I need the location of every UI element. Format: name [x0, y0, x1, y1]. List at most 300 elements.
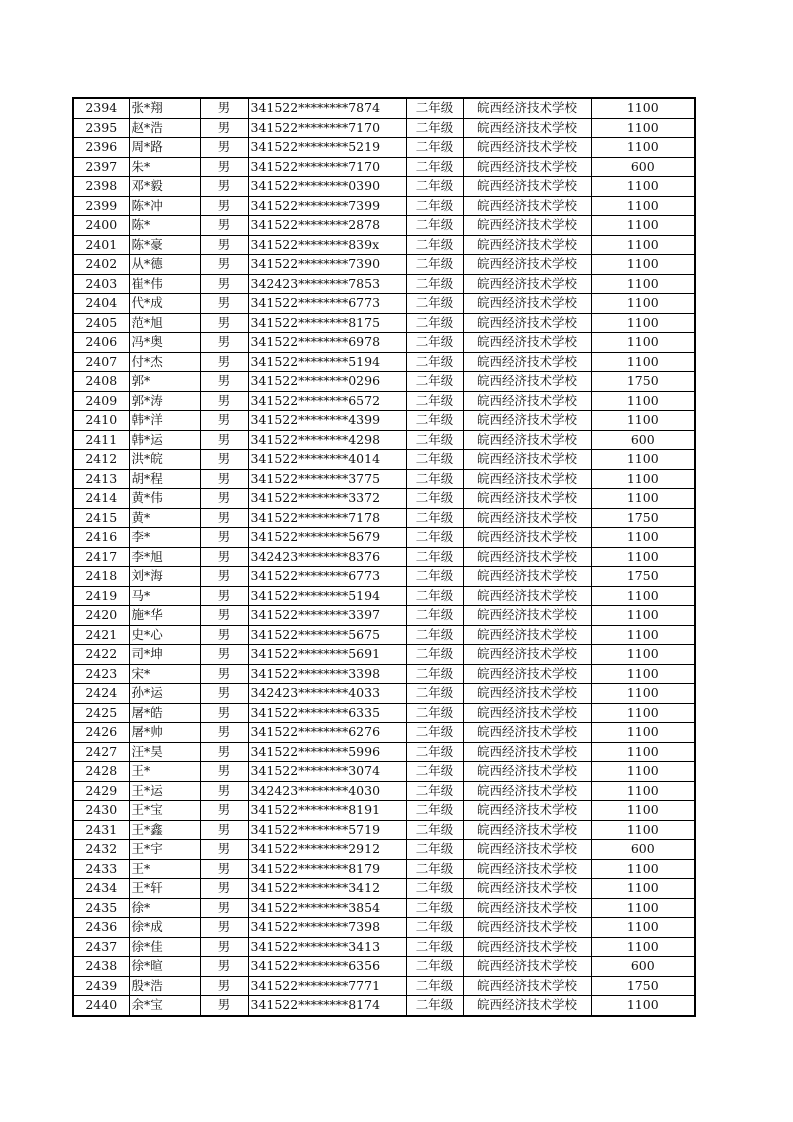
amount-cell: 600 — [591, 430, 695, 450]
id-number-cell: 341522********4399 — [248, 411, 406, 431]
grade-cell: 二年级 — [406, 918, 463, 938]
gender-cell: 男 — [200, 469, 248, 489]
school-cell: 皖西经济技术学校 — [463, 625, 591, 645]
school-cell: 皖西经济技术学校 — [463, 196, 591, 216]
id-number-cell: 341522********6356 — [248, 957, 406, 977]
gender-cell: 男 — [200, 567, 248, 587]
table-row — [73, 996, 695, 1016]
gender-cell: 男 — [200, 976, 248, 996]
gender-cell: 男 — [200, 606, 248, 626]
row-number-cell: 2431 — [73, 820, 129, 840]
gender-cell: 男 — [200, 957, 248, 977]
row-number-cell: 2425 — [73, 703, 129, 723]
table-row — [73, 391, 695, 411]
grade-cell: 二年级 — [406, 372, 463, 392]
amount-cell: 1100 — [591, 781, 695, 801]
row-number-cell: 2412 — [73, 450, 129, 470]
id-number-cell: 341522********5996 — [248, 742, 406, 762]
amount-cell: 1100 — [591, 859, 695, 879]
school-cell: 皖西经济技术学校 — [463, 664, 591, 684]
row-number-cell: 2418 — [73, 567, 129, 587]
gender-cell: 男 — [200, 352, 248, 372]
row-number-cell: 2420 — [73, 606, 129, 626]
id-number-cell: 341522********5691 — [248, 645, 406, 665]
id-number-cell: 341522********4298 — [248, 430, 406, 450]
table-row — [73, 294, 695, 314]
id-number-cell: 341522********839x — [248, 235, 406, 255]
school-cell: 皖西经济技术学校 — [463, 450, 591, 470]
table-row — [73, 411, 695, 431]
table-row — [73, 118, 695, 138]
row-number-cell: 2394 — [73, 98, 129, 118]
school-cell: 皖西经济技术学校 — [463, 879, 591, 899]
student-name-cell: 赵*浩 — [129, 118, 200, 138]
row-number-cell: 2427 — [73, 742, 129, 762]
grade-cell: 二年级 — [406, 489, 463, 509]
student-name-cell: 胡*程 — [129, 469, 200, 489]
amount-cell: 1100 — [591, 742, 695, 762]
id-number-cell: 341522********5675 — [248, 625, 406, 645]
student-name-cell: 王* — [129, 762, 200, 782]
school-cell: 皖西经济技术学校 — [463, 996, 591, 1016]
student-name-cell: 从*德 — [129, 255, 200, 275]
student-subsidy-table — [72, 97, 696, 1017]
school-cell: 皖西经济技术学校 — [463, 606, 591, 626]
id-number-cell: 341522********2878 — [248, 216, 406, 236]
school-cell: 皖西经济技术学校 — [463, 684, 591, 704]
row-number-cell: 2409 — [73, 391, 129, 411]
table-row — [73, 976, 695, 996]
table-row — [73, 801, 695, 821]
amount-cell: 1100 — [591, 898, 695, 918]
id-number-cell: 341522********8191 — [248, 801, 406, 821]
grade-cell: 二年级 — [406, 430, 463, 450]
student-name-cell: 刘*海 — [129, 567, 200, 587]
id-number-cell: 342423********7853 — [248, 274, 406, 294]
grade-cell: 二年级 — [406, 216, 463, 236]
student-name-cell: 付*杰 — [129, 352, 200, 372]
row-number-cell: 2437 — [73, 937, 129, 957]
student-name-cell: 陈* — [129, 216, 200, 236]
student-name-cell: 徐*暄 — [129, 957, 200, 977]
id-number-cell: 341522********7398 — [248, 918, 406, 938]
gender-cell: 男 — [200, 391, 248, 411]
grade-cell: 二年级 — [406, 937, 463, 957]
row-number-cell: 2426 — [73, 723, 129, 743]
gender-cell: 男 — [200, 216, 248, 236]
id-number-cell: 341522********5679 — [248, 528, 406, 548]
grade-cell: 二年级 — [406, 196, 463, 216]
id-number-cell: 341522********6773 — [248, 294, 406, 314]
student-name-cell: 王*宝 — [129, 801, 200, 821]
table-row — [73, 469, 695, 489]
school-cell: 皖西经济技术学校 — [463, 372, 591, 392]
school-cell: 皖西经济技术学校 — [463, 898, 591, 918]
id-number-cell: 341522********3413 — [248, 937, 406, 957]
amount-cell: 1100 — [591, 118, 695, 138]
school-cell: 皖西经济技术学校 — [463, 313, 591, 333]
row-number-cell: 2434 — [73, 879, 129, 899]
table-row — [73, 372, 695, 392]
gender-cell: 男 — [200, 372, 248, 392]
gender-cell: 男 — [200, 996, 248, 1016]
school-cell: 皖西经济技术学校 — [463, 645, 591, 665]
student-name-cell: 范*旭 — [129, 313, 200, 333]
school-cell: 皖西经济技术学校 — [463, 781, 591, 801]
student-name-cell: 徐*佳 — [129, 937, 200, 957]
school-cell: 皖西经济技术学校 — [463, 294, 591, 314]
grade-cell: 二年级 — [406, 664, 463, 684]
gender-cell: 男 — [200, 898, 248, 918]
id-number-cell: 341522********5194 — [248, 352, 406, 372]
row-number-cell: 2419 — [73, 586, 129, 606]
school-cell: 皖西经济技术学校 — [463, 118, 591, 138]
table-row — [73, 489, 695, 509]
gender-cell: 男 — [200, 762, 248, 782]
id-number-cell: 341522********3412 — [248, 879, 406, 899]
row-number-cell: 2415 — [73, 508, 129, 528]
table-row — [73, 196, 695, 216]
id-number-cell: 341522********3775 — [248, 469, 406, 489]
gender-cell: 男 — [200, 664, 248, 684]
row-number-cell: 2416 — [73, 528, 129, 548]
amount-cell: 1100 — [591, 996, 695, 1016]
gender-cell: 男 — [200, 859, 248, 879]
amount-cell: 1100 — [591, 703, 695, 723]
school-cell: 皖西经济技术学校 — [463, 489, 591, 509]
table-row — [73, 138, 695, 158]
amount-cell: 1100 — [591, 918, 695, 938]
grade-cell: 二年级 — [406, 625, 463, 645]
grade-cell: 二年级 — [406, 235, 463, 255]
gender-cell: 男 — [200, 157, 248, 177]
row-number-cell: 2440 — [73, 996, 129, 1016]
amount-cell: 1750 — [591, 976, 695, 996]
row-number-cell: 2404 — [73, 294, 129, 314]
grade-cell: 二年级 — [406, 508, 463, 528]
id-number-cell: 341522********7178 — [248, 508, 406, 528]
gender-cell: 男 — [200, 781, 248, 801]
school-cell: 皖西经济技术学校 — [463, 762, 591, 782]
amount-cell: 1100 — [591, 313, 695, 333]
table-row — [73, 450, 695, 470]
id-number-cell: 341522********5219 — [248, 138, 406, 158]
gender-cell: 男 — [200, 840, 248, 860]
school-cell: 皖西经济技术学校 — [463, 430, 591, 450]
amount-cell: 1100 — [591, 606, 695, 626]
student-name-cell: 朱* — [129, 157, 200, 177]
school-cell: 皖西经济技术学校 — [463, 586, 591, 606]
id-number-cell: 341522********8174 — [248, 996, 406, 1016]
amount-cell: 1100 — [591, 333, 695, 353]
grade-cell: 二年级 — [406, 859, 463, 879]
student-name-cell: 韩*运 — [129, 430, 200, 450]
row-number-cell: 2438 — [73, 957, 129, 977]
amount-cell: 1100 — [591, 528, 695, 548]
amount-cell: 1100 — [591, 274, 695, 294]
student-name-cell: 孙*运 — [129, 684, 200, 704]
table-row — [73, 586, 695, 606]
student-name-cell: 张*翔 — [129, 98, 200, 118]
row-number-cell: 2396 — [73, 138, 129, 158]
school-cell: 皖西经济技术学校 — [463, 98, 591, 118]
student-name-cell: 郭* — [129, 372, 200, 392]
amount-cell: 1750 — [591, 372, 695, 392]
school-cell: 皖西经济技术学校 — [463, 157, 591, 177]
table-row — [73, 255, 695, 275]
grade-cell: 二年级 — [406, 723, 463, 743]
student-name-cell: 黄* — [129, 508, 200, 528]
student-name-cell: 洪*皖 — [129, 450, 200, 470]
id-number-cell: 341522********5719 — [248, 820, 406, 840]
table-row — [73, 625, 695, 645]
table-row — [73, 333, 695, 353]
gender-cell: 男 — [200, 528, 248, 548]
school-cell: 皖西经济技术学校 — [463, 703, 591, 723]
grade-cell: 二年级 — [406, 976, 463, 996]
amount-cell: 1100 — [591, 177, 695, 197]
amount-cell: 1100 — [591, 762, 695, 782]
grade-cell: 二年级 — [406, 118, 463, 138]
school-cell: 皖西经济技术学校 — [463, 508, 591, 528]
row-number-cell: 2401 — [73, 235, 129, 255]
row-number-cell: 2407 — [73, 352, 129, 372]
grade-cell: 二年级 — [406, 528, 463, 548]
school-cell: 皖西经济技术学校 — [463, 547, 591, 567]
grade-cell: 二年级 — [406, 820, 463, 840]
row-number-cell: 2432 — [73, 840, 129, 860]
student-name-cell: 徐*成 — [129, 918, 200, 938]
gender-cell: 男 — [200, 489, 248, 509]
id-number-cell: 341522********7399 — [248, 196, 406, 216]
student-name-cell: 李* — [129, 528, 200, 548]
row-number-cell: 2422 — [73, 645, 129, 665]
table-row — [73, 684, 695, 704]
school-cell: 皖西经济技术学校 — [463, 528, 591, 548]
amount-cell: 1100 — [591, 352, 695, 372]
gender-cell: 男 — [200, 586, 248, 606]
grade-cell: 二年级 — [406, 313, 463, 333]
row-number-cell: 2433 — [73, 859, 129, 879]
student-name-cell: 崔*伟 — [129, 274, 200, 294]
grade-cell: 二年级 — [406, 781, 463, 801]
amount-cell: 1100 — [591, 196, 695, 216]
table-row — [73, 840, 695, 860]
table-row — [73, 645, 695, 665]
id-number-cell: 341522********7170 — [248, 157, 406, 177]
student-name-cell: 郭*涛 — [129, 391, 200, 411]
amount-cell: 600 — [591, 157, 695, 177]
school-cell: 皖西经济技术学校 — [463, 859, 591, 879]
grade-cell: 二年级 — [406, 684, 463, 704]
row-number-cell: 2405 — [73, 313, 129, 333]
student-name-cell: 王* — [129, 859, 200, 879]
id-number-cell: 341522********4014 — [248, 450, 406, 470]
id-number-cell: 341522********7170 — [248, 118, 406, 138]
amount-cell: 1100 — [591, 391, 695, 411]
grade-cell: 二年级 — [406, 333, 463, 353]
grade-cell: 二年级 — [406, 294, 463, 314]
gender-cell: 男 — [200, 98, 248, 118]
school-cell: 皖西经济技术学校 — [463, 333, 591, 353]
id-number-cell: 341522********6572 — [248, 391, 406, 411]
row-number-cell: 2399 — [73, 196, 129, 216]
student-name-cell: 史*心 — [129, 625, 200, 645]
grade-cell: 二年级 — [406, 469, 463, 489]
row-number-cell: 2403 — [73, 274, 129, 294]
table-row — [73, 879, 695, 899]
student-name-cell: 李*旭 — [129, 547, 200, 567]
gender-cell: 男 — [200, 703, 248, 723]
table-row — [73, 352, 695, 372]
grade-cell: 二年级 — [406, 801, 463, 821]
row-number-cell: 2436 — [73, 918, 129, 938]
student-name-cell: 邓*毅 — [129, 177, 200, 197]
grade-cell: 二年级 — [406, 138, 463, 158]
table-row — [73, 606, 695, 626]
school-cell: 皖西经济技术学校 — [463, 820, 591, 840]
table-row — [73, 547, 695, 567]
table-row — [73, 937, 695, 957]
table-row — [73, 216, 695, 236]
school-cell: 皖西经济技术学校 — [463, 723, 591, 743]
id-number-cell: 341522********2912 — [248, 840, 406, 860]
amount-cell: 1100 — [591, 586, 695, 606]
grade-cell: 二年级 — [406, 177, 463, 197]
amount-cell: 600 — [591, 840, 695, 860]
row-number-cell: 2424 — [73, 684, 129, 704]
id-number-cell: 341522********8175 — [248, 313, 406, 333]
table-row — [73, 157, 695, 177]
row-number-cell: 2421 — [73, 625, 129, 645]
school-cell: 皖西经济技术学校 — [463, 957, 591, 977]
amount-cell: 1100 — [591, 723, 695, 743]
school-cell: 皖西经济技术学校 — [463, 840, 591, 860]
school-cell: 皖西经济技术学校 — [463, 976, 591, 996]
amount-cell: 1100 — [591, 801, 695, 821]
table-row — [73, 957, 695, 977]
table-row — [73, 508, 695, 528]
gender-cell: 男 — [200, 547, 248, 567]
table-row — [73, 567, 695, 587]
row-number-cell: 2402 — [73, 255, 129, 275]
row-number-cell: 2435 — [73, 898, 129, 918]
student-name-cell: 韩*洋 — [129, 411, 200, 431]
amount-cell: 1100 — [591, 625, 695, 645]
student-name-cell: 司*坤 — [129, 645, 200, 665]
school-cell: 皖西经济技术学校 — [463, 391, 591, 411]
id-number-cell: 341522********3397 — [248, 606, 406, 626]
row-number-cell: 2423 — [73, 664, 129, 684]
table-row — [73, 177, 695, 197]
school-cell: 皖西经济技术学校 — [463, 138, 591, 158]
grade-cell: 二年级 — [406, 703, 463, 723]
id-number-cell: 341522********0296 — [248, 372, 406, 392]
school-cell: 皖西经济技术学校 — [463, 567, 591, 587]
amount-cell: 1100 — [591, 547, 695, 567]
amount-cell: 1100 — [591, 294, 695, 314]
row-number-cell: 2413 — [73, 469, 129, 489]
student-name-cell: 王*宇 — [129, 840, 200, 860]
row-number-cell: 2429 — [73, 781, 129, 801]
table-row — [73, 98, 695, 118]
table-row — [73, 723, 695, 743]
student-name-cell: 施*华 — [129, 606, 200, 626]
id-number-cell: 341522********3074 — [248, 762, 406, 782]
amount-cell: 1100 — [591, 216, 695, 236]
row-number-cell: 2430 — [73, 801, 129, 821]
row-number-cell: 2400 — [73, 216, 129, 236]
table-row — [73, 742, 695, 762]
grade-cell: 二年级 — [406, 606, 463, 626]
grade-cell: 二年级 — [406, 840, 463, 860]
id-number-cell: 341522********3854 — [248, 898, 406, 918]
row-number-cell: 2417 — [73, 547, 129, 567]
id-number-cell: 341522********7771 — [248, 976, 406, 996]
gender-cell: 男 — [200, 450, 248, 470]
gender-cell: 男 — [200, 645, 248, 665]
row-number-cell: 2395 — [73, 118, 129, 138]
id-number-cell: 341522********7390 — [248, 255, 406, 275]
grade-cell: 二年级 — [406, 898, 463, 918]
amount-cell: 1100 — [591, 138, 695, 158]
gender-cell: 男 — [200, 684, 248, 704]
amount-cell: 1100 — [591, 937, 695, 957]
id-number-cell: 341522********6335 — [248, 703, 406, 723]
grade-cell: 二年级 — [406, 586, 463, 606]
grade-cell: 二年级 — [406, 255, 463, 275]
amount-cell: 1100 — [591, 411, 695, 431]
gender-cell: 男 — [200, 820, 248, 840]
row-number-cell: 2398 — [73, 177, 129, 197]
grade-cell: 二年级 — [406, 996, 463, 1016]
row-number-cell: 2439 — [73, 976, 129, 996]
id-number-cell: 342423********8376 — [248, 547, 406, 567]
school-cell: 皖西经济技术学校 — [463, 352, 591, 372]
id-number-cell: 341522********0390 — [248, 177, 406, 197]
id-number-cell: 341522********6773 — [248, 567, 406, 587]
row-number-cell: 2428 — [73, 762, 129, 782]
id-number-cell: 341522********3398 — [248, 664, 406, 684]
student-name-cell: 屠*皓 — [129, 703, 200, 723]
school-cell: 皖西经济技术学校 — [463, 742, 591, 762]
amount-cell: 1750 — [591, 567, 695, 587]
table-body — [73, 98, 695, 1016]
gender-cell: 男 — [200, 879, 248, 899]
id-number-cell: 342423********4030 — [248, 781, 406, 801]
amount-cell: 600 — [591, 957, 695, 977]
gender-cell: 男 — [200, 742, 248, 762]
school-cell: 皖西经济技术学校 — [463, 411, 591, 431]
grade-cell: 二年级 — [406, 762, 463, 782]
id-number-cell: 341522********6978 — [248, 333, 406, 353]
school-cell: 皖西经济技术学校 — [463, 255, 591, 275]
student-name-cell: 周*路 — [129, 138, 200, 158]
grade-cell: 二年级 — [406, 411, 463, 431]
student-name-cell: 徐* — [129, 898, 200, 918]
student-name-cell: 马* — [129, 586, 200, 606]
row-number-cell: 2397 — [73, 157, 129, 177]
amount-cell: 1100 — [591, 98, 695, 118]
gender-cell: 男 — [200, 723, 248, 743]
grade-cell: 二年级 — [406, 879, 463, 899]
amount-cell: 1100 — [591, 489, 695, 509]
row-number-cell: 2411 — [73, 430, 129, 450]
gender-cell: 男 — [200, 118, 248, 138]
grade-cell: 二年级 — [406, 274, 463, 294]
amount-cell: 1100 — [591, 879, 695, 899]
student-name-cell: 汪*昊 — [129, 742, 200, 762]
